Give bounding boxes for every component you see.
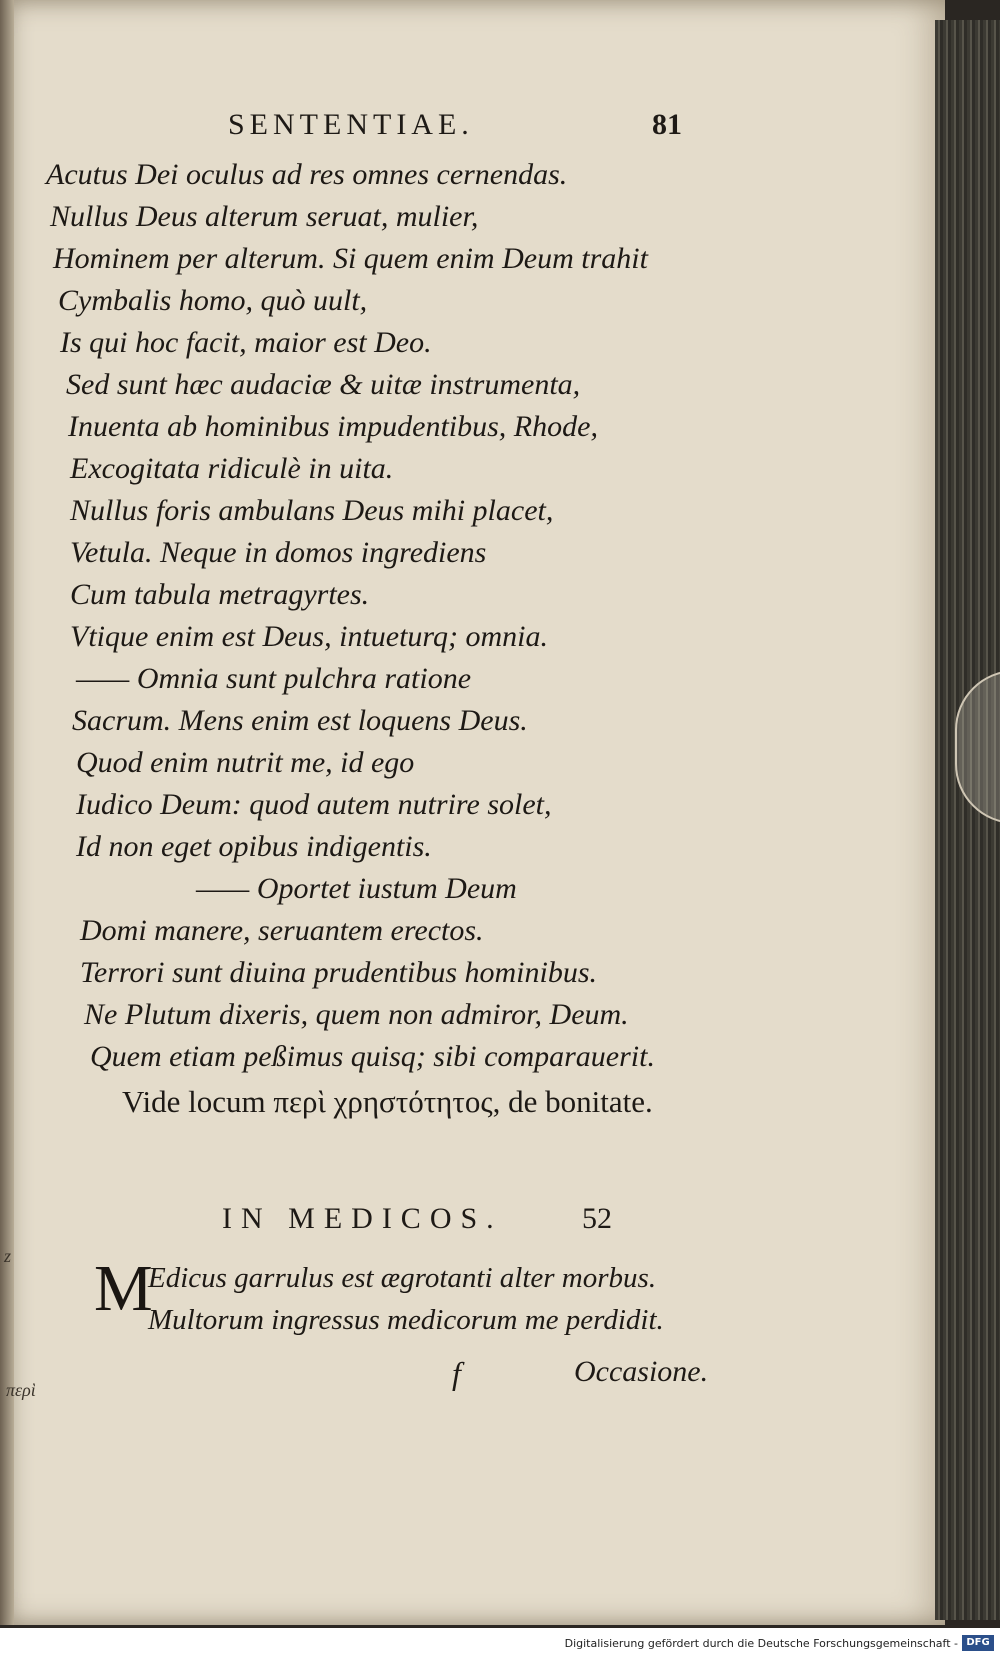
section-line: Multorum ingressus medicorum me perdidit. (148, 1304, 664, 1336)
margin-note: περὶ (6, 1380, 36, 1400)
verse-line: —— Oportet iustum Deum (196, 872, 517, 905)
running-header (0, 108, 945, 148)
footer-bar (0, 1628, 1000, 1660)
page-edges (935, 20, 1000, 1620)
signature-mark: f (452, 1355, 461, 1391)
funding-notice: Digitalisierung gefördert durch die Deutsche Forschungsgemeinschaft - (564, 1637, 958, 1650)
verse-line: Quem etiam peßimus quisq; sibi comparauerit. (90, 1040, 655, 1073)
verse-line: Terrori sunt diuina prudentibus hominibus. (80, 956, 598, 989)
verse-line: Ne Plutum dixeris, quem non admiror, Deum. (84, 998, 629, 1031)
verse-line: Iudico Deum: quod autem nutrire solet, (76, 788, 552, 821)
drop-cap: M (94, 1252, 153, 1325)
dfg-logo-icon: DFG (962, 1635, 994, 1651)
verse-line: Sacrum. Mens enim est loquens Deus. (72, 704, 528, 737)
verse-line: Nullus Deus alterum seruat, mulier, (50, 200, 479, 233)
margin-note: z (4, 1246, 12, 1266)
section-number: 52 (582, 1202, 612, 1235)
page-number: 81 (652, 108, 682, 141)
verse-line: Sed sunt hæc audaciæ & uitæ instrumenta, (66, 368, 581, 401)
verse-line: Inuenta ab hominibus impudentibus, Rhode, (68, 410, 598, 443)
catchword: Occasione. (574, 1355, 709, 1388)
verse-line: Acutus Dei oculus ad res omnes cernendas. (46, 158, 568, 191)
verse-line: Vtique enim est Deus, intueturq; omnia. (70, 620, 548, 653)
section-line: Edicus garrulus est ægrotanti alter morbus. (148, 1262, 657, 1294)
verse-line: —— Omnia sunt pulchra ratione (76, 662, 472, 695)
verse-line: Is qui hoc facit, maior est Deo. (60, 326, 432, 359)
cross-reference-line: Vide locum περὶ χρηστότητος, de bonitate. (122, 1084, 653, 1119)
verse-line: Quod enim nutrit me, id ego (76, 746, 415, 779)
running-head: SENTENTIAE. (228, 108, 474, 141)
verse-line: Excogitata ridiculè in uita. (70, 452, 394, 485)
verse-line: Vetula. Neque in domos ingrediens (70, 536, 487, 569)
verse-line: Cum tabula metragyrtes. (70, 578, 370, 611)
verse-line: Domi manere, seruantem erectos. (80, 914, 484, 947)
verse-line: Nullus foris ambulans Deus mihi placet, (70, 494, 554, 527)
verse-line: Cymbalis homo, quò uult, (58, 284, 368, 317)
section-title: IN MEDICOS. (222, 1202, 503, 1235)
verse-line: Id non eget opibus indigentis. (76, 830, 432, 863)
verse-line: Hominem per alterum. Si quem enim Deum trahit (53, 242, 648, 275)
